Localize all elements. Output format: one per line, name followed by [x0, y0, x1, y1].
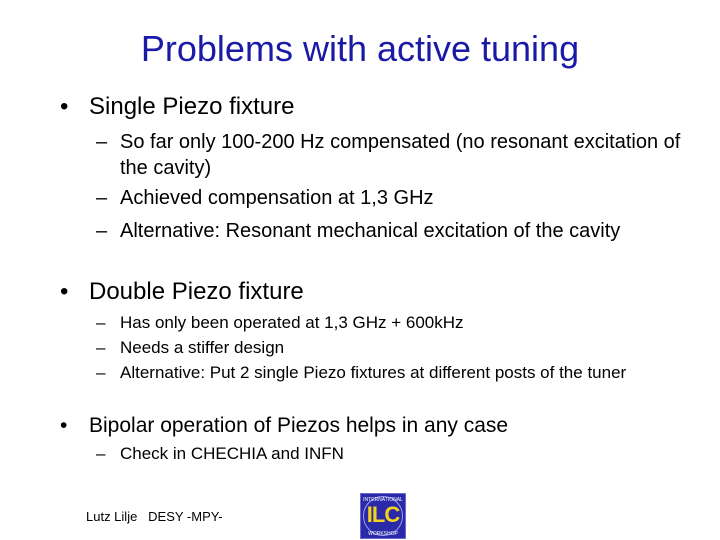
sub-bullet [96, 361, 696, 385]
sub-bullet [96, 442, 696, 466]
dash-marker: – [96, 313, 106, 332]
sub-bullet-text: Achieved compensation at 1,3 GHz [120, 187, 434, 209]
dash-marker: – [96, 220, 108, 242]
bullet-text: Double Piezo fixture [89, 278, 304, 305]
sub-bullet [96, 336, 696, 360]
bullet-marker: • [60, 414, 68, 437]
sub-bullet-text: Check in CHECHIA and INFN [120, 444, 344, 463]
bullet-marker: • [60, 93, 69, 120]
sub-bullet-text: So far only 100-200 Hz compensated (no resonant excitation of the cavity) [120, 131, 681, 179]
sub-bullet-text: Needs a stiffer design [120, 338, 285, 357]
sub-bullet-text: Alternative: Put 2 single Piezo fixtures at different posts of the tuner [120, 363, 627, 382]
dash-marker: – [96, 187, 108, 209]
logo-top-text: INTERNATIONAL [363, 497, 403, 503]
dash-marker: – [96, 363, 106, 382]
bullet-marker: • [60, 278, 69, 305]
sub-bullet [96, 311, 696, 335]
bullet-text: Bipolar operation of Piezos helps in any case [89, 414, 509, 437]
bullet-text: Single Piezo fixture [89, 93, 295, 120]
sub-bullet-text: Alternative: Resonant mechanical excitation of the cavity [120, 220, 621, 242]
sub-bullet [96, 185, 696, 211]
logo-bottom-text: WORKSHOP [368, 531, 398, 537]
dash-marker: – [96, 444, 106, 463]
sub-bullet [96, 218, 696, 244]
footer-author: Lutz Lilje DESY -MPY- [86, 509, 223, 524]
slide-title: Problems with active tuning [140, 28, 580, 69]
dash-marker: – [96, 338, 106, 357]
sub-bullet [96, 129, 696, 181]
ilc-logo [360, 493, 406, 539]
dash-marker: – [96, 131, 108, 153]
logo-letters: ILC [366, 502, 400, 527]
sub-bullet-text: Has only been operated at 1,3 GHz + 600kHz [120, 313, 464, 332]
